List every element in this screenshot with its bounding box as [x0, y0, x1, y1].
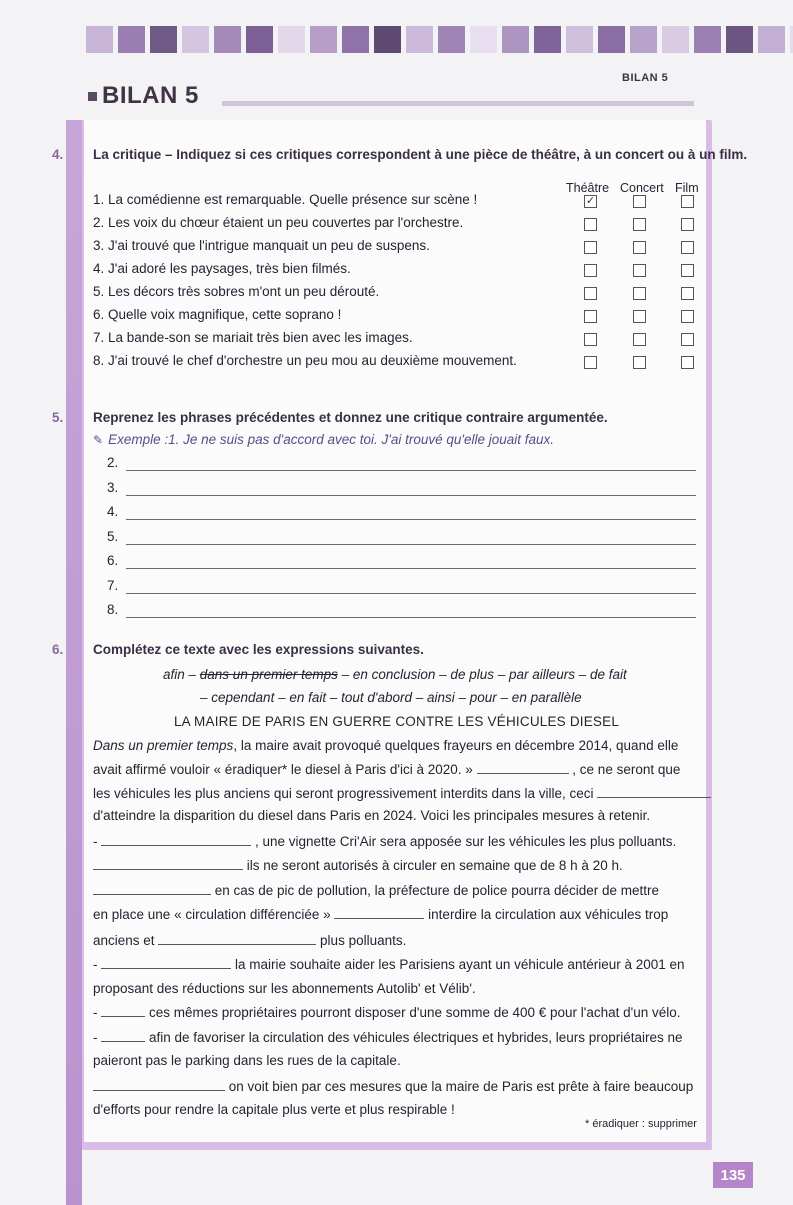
text-line [93, 1102, 455, 1117]
exercise-5-number: 5. [52, 410, 64, 425]
checkbox-concert[interactable] [633, 287, 646, 300]
text-part: , une vignette Cri'Air sera apposée sur les véhicules les plus polluants. [251, 834, 677, 849]
text-line [93, 981, 476, 996]
header-square [150, 26, 177, 53]
blank-field[interactable] [93, 882, 211, 895]
critique-item: 7. La bande-son se mariait très bien avec les images. [93, 330, 413, 345]
answer-line[interactable] [126, 568, 696, 569]
answer-line[interactable] [126, 593, 696, 594]
checkbox-theatre[interactable] [584, 241, 597, 254]
answer-line[interactable] [126, 470, 696, 471]
checkbox-concert[interactable] [633, 356, 646, 369]
critique-item: 8. J'ai trouvé le chef d'orchestre un peu mou au deuxième mouvement. [93, 353, 517, 368]
checkbox-film[interactable] [681, 195, 694, 208]
text-part: d'efforts pour rendre la capitale plus verte et plus respirable ! [93, 1102, 455, 1117]
checkbox-film[interactable] [681, 333, 694, 346]
checkbox-concert[interactable] [633, 218, 646, 231]
exercise-5-instruction: Reprenez les phrases précédentes et donnez une critique contraire argumentée. [93, 410, 608, 425]
text-part: interdire la circulation aux véhicules trop [424, 907, 669, 922]
checkbox-concert[interactable] [633, 195, 646, 208]
blank-field[interactable] [101, 1004, 145, 1017]
text-part: paieront pas le parking dans les rues de la capitale. [93, 1053, 401, 1068]
text-part: proposant des réductions sur les abonnements Autolib' et Vélib'. [93, 981, 476, 996]
header-square [438, 26, 465, 53]
page-title-text: BILAN 5 [102, 82, 199, 109]
header-square [406, 26, 433, 53]
text-part: - [93, 957, 102, 972]
blank-field[interactable] [101, 956, 231, 969]
text-part: en place une « circulation différenciée » [93, 907, 335, 922]
blank-field[interactable] [597, 785, 711, 798]
text-part: on voit bien par ces mesures que la maire de Paris est prête à faire beaucoup [225, 1079, 694, 1094]
word-bank-part: – en conclusion – de plus – par ailleurs – de fait [337, 667, 627, 682]
header-square [566, 26, 593, 53]
header-square [246, 26, 273, 53]
checkbox-film[interactable] [681, 241, 694, 254]
text-line [93, 1078, 693, 1094]
checkbox-theatre[interactable] [584, 356, 597, 369]
critique-item: 1. La comédienne est remarquable. Quelle présence sur scène ! [93, 192, 478, 207]
header-square [630, 26, 657, 53]
article-title: LA MAIRE DE PARIS EN GUERRE CONTRE LES VÉHICULES DIESEL [173, 714, 620, 729]
text-part: - [93, 834, 102, 849]
checkbox-concert[interactable] [633, 264, 646, 277]
word-bank-struck: dans un premier temps [199, 667, 338, 682]
checkbox-theatre[interactable] [584, 310, 597, 323]
checkbox-concert[interactable] [633, 241, 646, 254]
exercise-6-number: 6. [52, 642, 64, 657]
checkbox-concert[interactable] [633, 333, 646, 346]
example-text: Exemple :1. Je ne suis pas d'accord avec toi. J'ai trouvé qu'elle jouait faux. [108, 432, 555, 447]
header-square [374, 26, 401, 53]
blank-field[interactable] [477, 761, 569, 774]
text-line [93, 857, 623, 873]
checkbox-film[interactable] [681, 264, 694, 277]
checkbox-film[interactable] [681, 218, 694, 231]
text-part: ces mêmes propriétaires pourront disposer d'une somme de 400 € pour l'achat d'un vélo. [145, 1005, 681, 1020]
text-line [93, 761, 680, 777]
header-square [758, 26, 785, 53]
text-line [93, 1053, 401, 1068]
text-line [93, 1004, 681, 1020]
header-square [598, 26, 625, 53]
text-part: , la maire avait provoqué quelques frayeurs en décembre 2014, quand elle [233, 738, 679, 753]
blank-field[interactable] [93, 1078, 225, 1091]
checkbox-theatre[interactable] [584, 218, 597, 231]
text-part: - [93, 1005, 102, 1020]
title-rule [222, 101, 694, 106]
word-bank-line-1 [163, 667, 627, 682]
critique-item: 5. Les décors très sobres m'ont un peu dérouté. [93, 284, 380, 299]
answer-line[interactable] [126, 617, 696, 618]
header-square [726, 26, 753, 53]
column-film: Film [675, 181, 699, 195]
answer-line[interactable] [126, 495, 696, 496]
checkbox-theatre[interactable] [584, 264, 597, 277]
checkbox-film[interactable] [681, 356, 694, 369]
text-part: avait affirmé vouloir « éradiquer* le diesel à Paris d'ici à 2020. » [93, 762, 477, 777]
text-part: la mairie souhaite aider les Parisiens ayant un véhicule antérieur à 2001 en [231, 957, 685, 972]
critique-item: 2. Les voix du chœur étaient un peu couvertes par l'orchestre. [93, 215, 464, 230]
footnote: * éradiquer : supprimer [585, 1118, 697, 1130]
header-square [694, 26, 721, 53]
header-square [182, 26, 209, 53]
exercise-6-instruction: Complétez ce texte avec les expressions suivantes. [93, 642, 424, 657]
text-part: en cas de pic de pollution, la préfecture de police pourra décider de mettre [211, 883, 660, 898]
page-title [88, 82, 199, 110]
checkbox-theatre[interactable] [584, 287, 597, 300]
checkbox-theatre[interactable]: ✓ [585, 195, 596, 207]
header-squares [86, 26, 793, 53]
blank-field[interactable] [101, 833, 251, 846]
blank-field[interactable] [334, 906, 424, 919]
header-square [278, 26, 305, 53]
text-line [93, 1029, 683, 1045]
text-part: , ce ne seront que [568, 762, 681, 777]
pencil-icon: ✎ [93, 432, 104, 447]
critique-item: 3. J'ai trouvé que l'intrigue manquait un peu de suspens. [93, 238, 430, 253]
text-part: les véhicules les plus anciens qui seront progressivement interdits dans la ville, ceci [93, 786, 598, 801]
side-bar [66, 120, 82, 1205]
text-line [93, 738, 678, 753]
header-square [534, 26, 561, 53]
text-part: d'atteindre la disparition du diesel dans Paris en 2024. Voici les principales mesures à retenir. [93, 808, 651, 823]
text-line [93, 906, 668, 922]
checkbox-film[interactable] [681, 287, 694, 300]
text-line [93, 785, 711, 801]
text-part: plus polluants. [316, 933, 407, 948]
blank-field[interactable] [158, 932, 316, 945]
text-line [93, 882, 659, 898]
answer-line[interactable] [126, 544, 696, 545]
answer-line-label: 8. [107, 602, 119, 617]
header-square [470, 26, 497, 53]
header-square [118, 26, 145, 53]
column-concert: Concert [620, 181, 664, 195]
critique-item: 6. Quelle voix magnifique, cette soprano ! [93, 307, 342, 322]
answer-line-label: 3. [107, 479, 119, 495]
exercise-5-example [93, 432, 554, 447]
checkbox-film[interactable] [681, 310, 694, 323]
exercise-4-number: 4. [52, 147, 64, 162]
text-line [93, 808, 650, 823]
checkbox-theatre[interactable] [584, 333, 597, 346]
title-bullet-icon [88, 92, 97, 101]
text-part: - [93, 1030, 102, 1045]
blank-field[interactable] [93, 857, 243, 870]
answer-line-label: 6. [107, 553, 119, 568]
answer-line-label: 7. [107, 577, 119, 593]
header-square [502, 26, 529, 53]
header-square [342, 26, 369, 53]
text-part: Dans un premier temps [93, 738, 234, 753]
running-head: BILAN 5 [622, 72, 669, 84]
word-bank-part: afin – [163, 667, 200, 682]
header-square [662, 26, 689, 53]
text-part: afin de favoriser la circulation des véhicules électriques et hybrides, leurs propriétaires ne [145, 1030, 683, 1045]
critique-item: 4. J'ai adoré les paysages, très bien filmés. [93, 261, 351, 276]
page-number: 135 [713, 1162, 753, 1188]
header-square [214, 26, 241, 53]
answer-line-label: 5. [107, 528, 119, 544]
exercise-4-instruction: La critique – Indiquez si ces critiques correspondent à une pièce de théâtre, à un concert ou à un film. [93, 147, 748, 162]
blank-field[interactable] [101, 1029, 145, 1042]
text-line [93, 956, 685, 972]
word-bank-line-2: – cependant – en fait – tout d'abord – ainsi – pour – en parallèle [200, 690, 582, 705]
answer-line[interactable] [126, 519, 696, 520]
header-square [86, 26, 113, 53]
answer-line-label: 4. [107, 504, 119, 519]
answer-line-label: 2. [107, 455, 119, 470]
text-part: anciens et [93, 933, 159, 948]
checkbox-concert[interactable] [633, 310, 646, 323]
text-line [93, 932, 406, 948]
text-line [93, 833, 676, 849]
text-part: ils ne seront autorisés à circuler en semaine que de 8 h à 20 h. [243, 858, 623, 873]
column-theatre: Théâtre [566, 181, 610, 195]
header-square [310, 26, 337, 53]
